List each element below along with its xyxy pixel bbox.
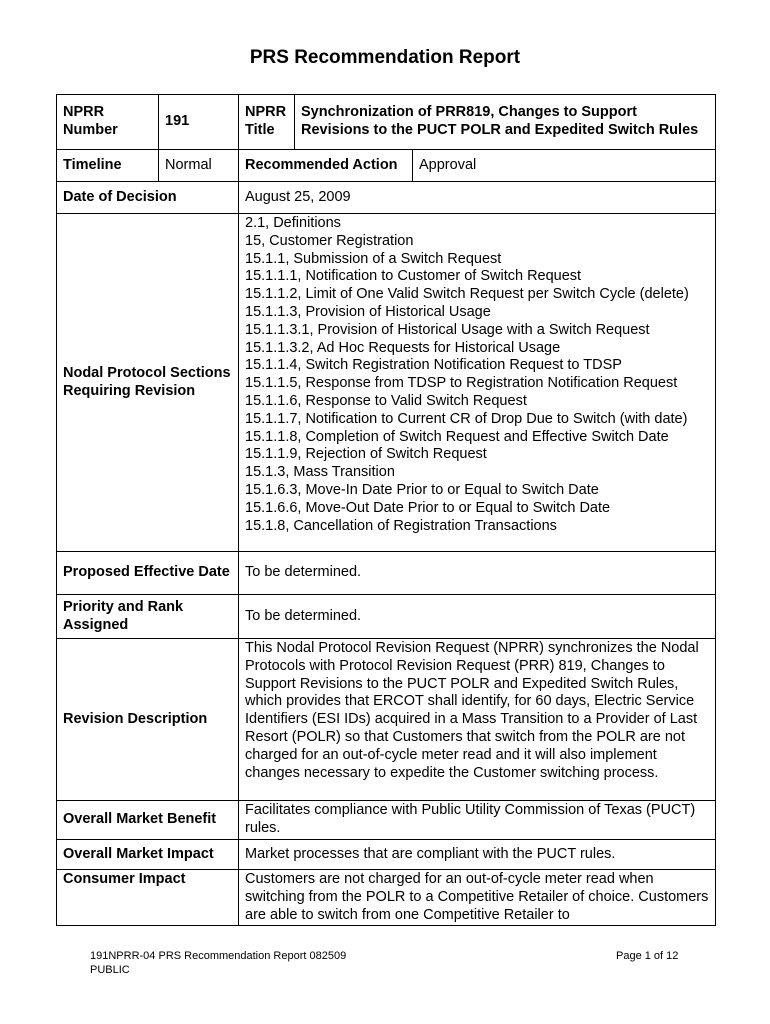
overall-market-impact-label: Overall Market Impact <box>57 840 239 870</box>
nprr-title-value: Synchronization of PRR819, Changes to Support Revisions to the PUCT POLR and Expedited Switch Rules <box>295 95 716 150</box>
section-item: 15.1.6.3, Move-In Date Prior to or Equal to Switch Date <box>245 481 599 498</box>
nprr-number-value: 191 <box>159 95 239 150</box>
priority-rank-value: To be determined. <box>239 595 716 639</box>
report-table <box>56 94 716 926</box>
section-item: 15.1.1.7, Notification to Current CR of Drop Due to Switch (with date) <box>245 410 688 427</box>
nprr-title-label: NPRR Title <box>239 95 295 150</box>
priority-rank-row <box>57 595 716 639</box>
footer-left <box>90 950 346 977</box>
section-item: 15.1.1.3.1, Provision of Historical Usage with a Switch Request <box>245 321 650 338</box>
overall-market-benefit-value: Facilitates compliance with Public Utility Commission of Texas (PUCT) rules. <box>239 801 716 840</box>
report-title: PRS Recommendation Report <box>249 47 521 68</box>
overall-market-impact-value: Market processes that are compliant with the PUCT rules. <box>239 840 716 870</box>
section-item: 15.1.1.3.2, Ad Hoc Requests for Historical Usage <box>245 339 561 356</box>
section-item: 15.1.1.8, Completion of Switch Request and Effective Switch Date <box>245 428 669 445</box>
section-item: 15.1.1.4, Switch Registration Notification Request to TDSP <box>245 357 622 374</box>
overall-market-impact-row <box>57 840 716 870</box>
section-item: 15.1.8, Cancellation of Registration Transactions <box>245 517 557 534</box>
section-item: 15.1.1.9, Rejection of Switch Request <box>245 446 487 463</box>
footer-page-number: Page 1 of 12 <box>616 950 679 962</box>
date-of-decision-label: Date of Decision <box>57 182 239 214</box>
overall-market-benefit-row <box>57 801 716 840</box>
revision-description-row <box>57 639 716 801</box>
nprr-number-label: NPRR Number <box>57 95 159 150</box>
nodal-sections-row <box>57 214 716 552</box>
section-item: 15.1.3, Mass Transition <box>245 464 395 481</box>
revision-description-label: Revision Description <box>57 639 239 801</box>
revision-description-value: This Nodal Protocol Revision Request (NPRR) synchronizes the Nodal Protocols with Protocol Revision Request (PRR) 819, Changes to Support Revisions to the PUCT POLR and Expedited Switch Rules, which provides that ERCOT shall identify, for 60 days, Electric Service Identifiers (ESI IDs) acquired in a Mass Transition to a Provider of Last Resort (POLR) so that Customers that switch from the POLR are not charged for an out-of-cycle meter read and it will also implement changes necessary to expedite the Customer switching process. <box>239 639 716 801</box>
timeline-row <box>57 150 716 182</box>
priority-rank-label: Priority and Rank Assigned <box>57 595 239 639</box>
recommended-action-value: Approval <box>413 150 716 182</box>
nodal-sections-value <box>239 214 716 552</box>
section-item: 15, Customer Registration <box>245 232 414 249</box>
nprr-row <box>57 95 716 150</box>
consumer-impact-label: Consumer Impact <box>57 870 239 926</box>
consumer-impact-row <box>57 870 716 926</box>
footer-classification: PUBLIC <box>90 963 130 976</box>
date-of-decision-row <box>57 182 716 214</box>
timeline-label: Timeline <box>57 150 159 182</box>
section-item: 15.1.6.6, Move-Out Date Prior to or Equal to Switch Date <box>245 499 611 516</box>
section-item: 15.1.1.1, Notification to Customer of Switch Request <box>245 268 582 285</box>
section-item: 15.1.1.6, Response to Valid Switch Request <box>245 392 527 409</box>
section-item: 15.1.1.3, Provision of Historical Usage <box>245 303 491 320</box>
proposed-effective-date-row <box>57 552 716 595</box>
section-item: 15.1.1.5, Response from TDSP to Registration Notification Request <box>245 375 678 392</box>
nodal-sections-label: Nodal Protocol Sections Requiring Revision <box>57 214 239 552</box>
section-item: 15.1.1.2, Limit of One Valid Switch Request per Switch Cycle (delete) <box>245 286 689 303</box>
date-of-decision-value: August 25, 2009 <box>239 182 716 214</box>
proposed-effective-date-label: Proposed Effective Date <box>57 552 239 595</box>
section-item: 15.1.1, Submission of a Switch Request <box>245 250 502 267</box>
recommended-action-label: Recommended Action <box>239 150 413 182</box>
overall-market-benefit-label: Overall Market Benefit <box>57 801 239 840</box>
sections-list <box>245 215 709 535</box>
proposed-effective-date-value: To be determined. <box>239 552 716 595</box>
footer-doc-id: 191NPRR-04 PRS Recommendation Report 082509 <box>90 950 347 962</box>
timeline-value: Normal <box>159 150 239 182</box>
consumer-impact-value: Customers are not charged for an out-of-cycle meter read when switching from the POLR to a Competitive Retailer of choice. Customers are able to switch from one Competitive Retailer to <box>239 870 716 926</box>
section-item: 2.1, Definitions <box>245 215 341 231</box>
